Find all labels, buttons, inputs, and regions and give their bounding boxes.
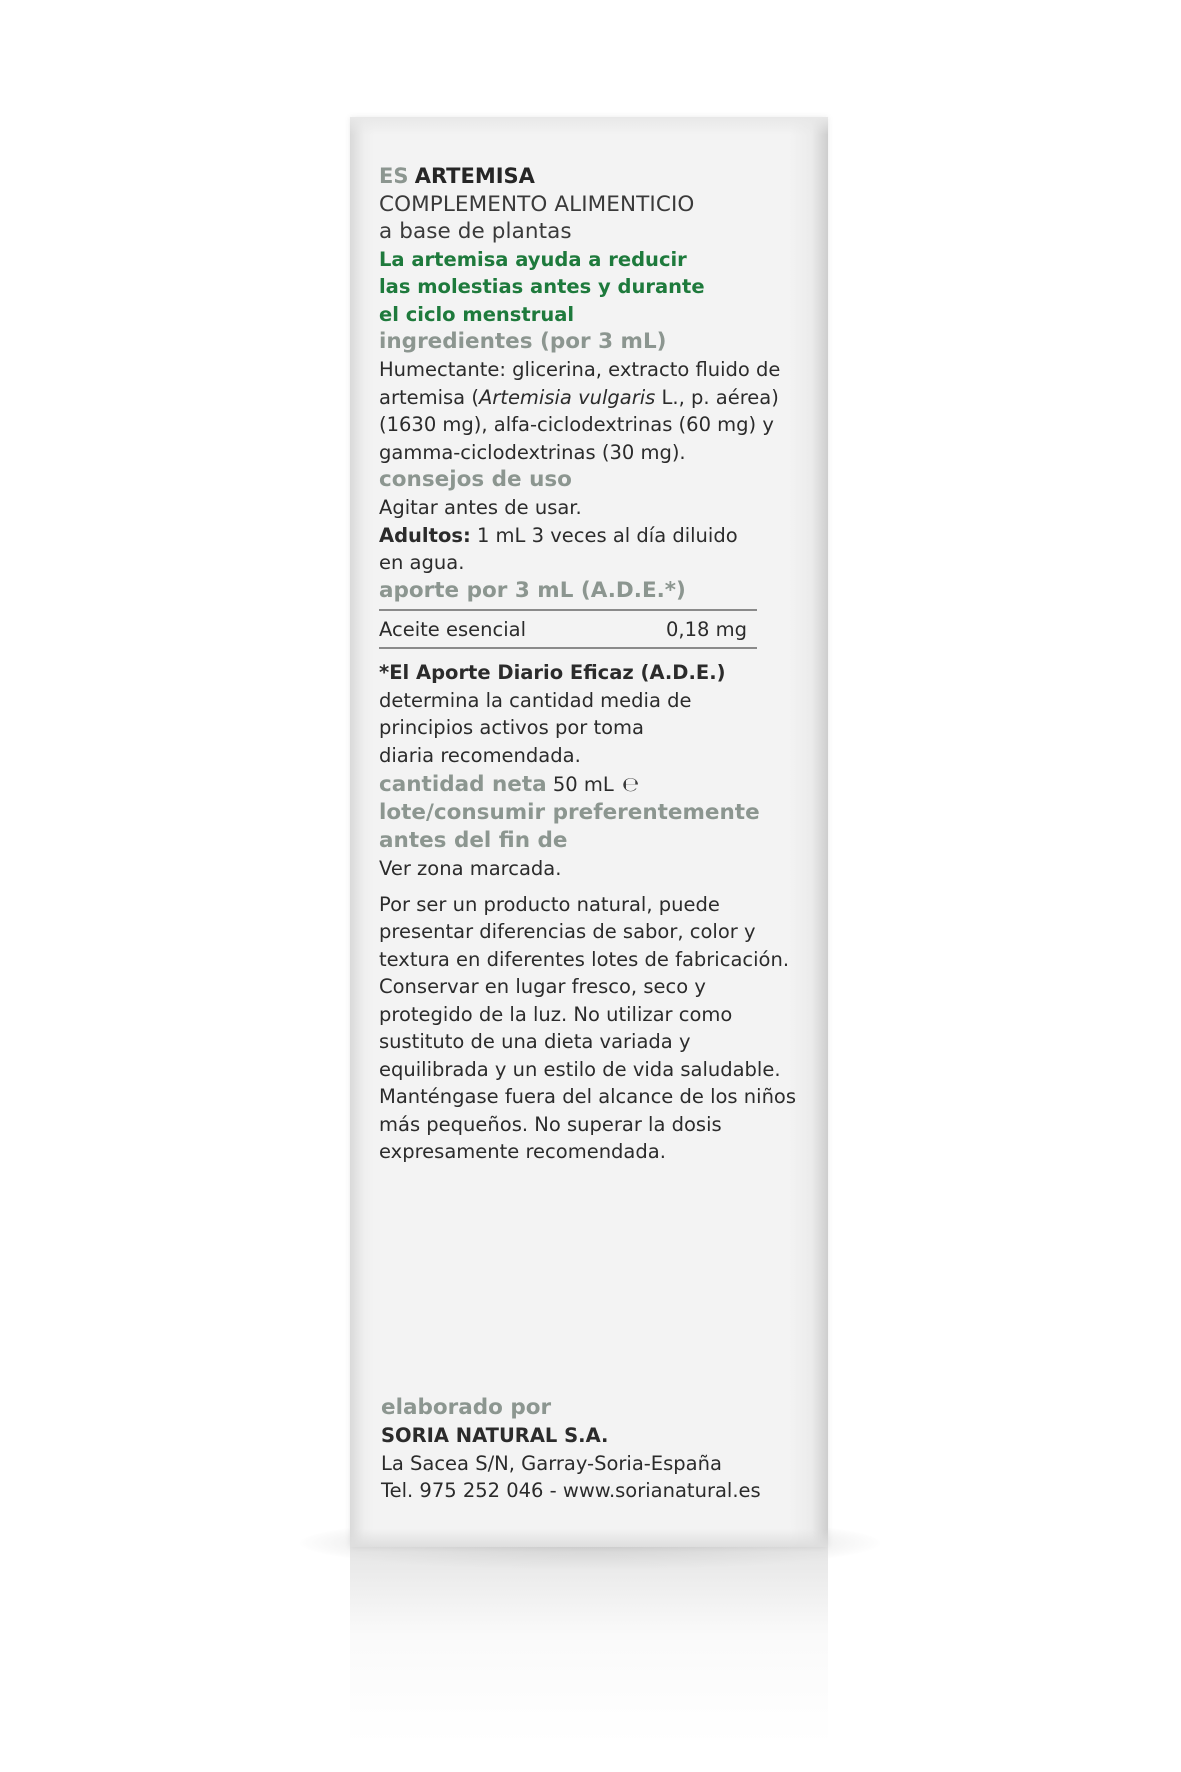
- maker-heading: elaborado por: [381, 1395, 552, 1420]
- adults-text: 1 mL 3 veces al día diluido: [470, 523, 738, 547]
- label-content: [379, 163, 799, 1166]
- usage-line-3: en agua.: [379, 551, 465, 574]
- ingredients-heading: ingredientes (por 3 mL): [379, 329, 667, 354]
- usage-heading: consejos de uso: [379, 467, 572, 492]
- nutrition-row-value: 0,18 mg: [666, 617, 747, 641]
- net-quantity-label: cantidad neta: [379, 772, 547, 797]
- ingredients-line-2: [379, 384, 799, 412]
- notice-line: expresamente recomendada.: [379, 1140, 666, 1163]
- notice-line: presentar diferencias de sabor, color y: [379, 920, 756, 943]
- ade-note-line-3: principios activos por toma: [379, 716, 645, 739]
- category-line-1: COMPLEMENTO ALIMENTICIO: [379, 191, 695, 217]
- nutrition-row-label: Aceite esencial: [379, 617, 526, 641]
- ingredients-line-2a: artemisa (: [379, 385, 479, 409]
- latin-name: Artemisia vulgaris: [478, 385, 656, 409]
- notice-line: textura en diferentes lotes de fabricación.: [379, 947, 790, 971]
- usage-line-1: Agitar antes de usar.: [379, 496, 582, 519]
- health-claim-line-3: el ciclo menstrual: [379, 302, 575, 326]
- ingredients-line-4: gamma-ciclodextrinas (30 mg).: [379, 440, 686, 464]
- health-claim-line-2: las molestias antes y durante: [379, 275, 705, 298]
- nutrition-heading: aporte por 3 mL (A.D.E.*): [379, 577, 686, 603]
- notice-line: Manténgase fuera del alcance de los niños: [379, 1085, 797, 1108]
- ade-note-title: *El Aporte Diario Eficaz (A.D.E.): [379, 661, 726, 684]
- notice-line: más pequeños. No superar la dosis: [379, 1112, 722, 1136]
- adults-label: Adultos:: [379, 523, 471, 547]
- notice-line: sustituto de una dieta variada y: [379, 1030, 691, 1053]
- health-claim-line-1: La artemisa ayuda a reducir: [379, 247, 687, 271]
- maker-address: La Sacea S/N, Garray-Soria-España: [381, 1451, 722, 1475]
- language-code: ES: [379, 164, 409, 188]
- category-line-2: a base de plantas: [379, 219, 572, 244]
- nutrition-row: [379, 611, 747, 648]
- ade-note-line-2: determina la cantidad media de: [379, 688, 692, 712]
- notice-line: equilibrada y un estilo de vida saludable.: [379, 1057, 781, 1081]
- product-name: ARTEMISA: [414, 164, 535, 188]
- ingredients-line-2b: L., p. aérea): [655, 385, 779, 409]
- lot-heading-line-1: lote/consumir preferentemente: [379, 800, 760, 825]
- lot-text: Ver zona marcada.: [379, 857, 562, 880]
- maker-company: SORIA NATURAL S.A.: [381, 1424, 609, 1447]
- usage-line-2: [379, 522, 799, 550]
- notice-line: Conservar en lugar fresco, seco y: [379, 975, 706, 998]
- net-quantity: [379, 771, 799, 799]
- notice-line: protegido de la luz. No utilizar como: [379, 1002, 733, 1026]
- estimated-sign-icon: ℮: [621, 772, 640, 796]
- ingredients-line-3: (1630 mg), alfa-ciclodextrinas (60 mg) y: [379, 413, 774, 436]
- manufacturer-block: [381, 1394, 801, 1505]
- ingredients-line-1: Humectante: glicerina, extracto fluido de: [379, 358, 781, 381]
- notice-line: Por ser un producto natural, puede: [379, 892, 720, 916]
- maker-contact: Tel. 975 252 046 - www.sorianatural.es: [381, 1479, 761, 1502]
- box-reflection: [350, 1545, 828, 1745]
- ade-note-line-4: diaria recomendada.: [379, 743, 581, 767]
- net-quantity-value: 50 mL: [546, 773, 614, 796]
- product-title: [379, 163, 799, 191]
- lot-heading-line-2: antes del fin de: [379, 828, 568, 853]
